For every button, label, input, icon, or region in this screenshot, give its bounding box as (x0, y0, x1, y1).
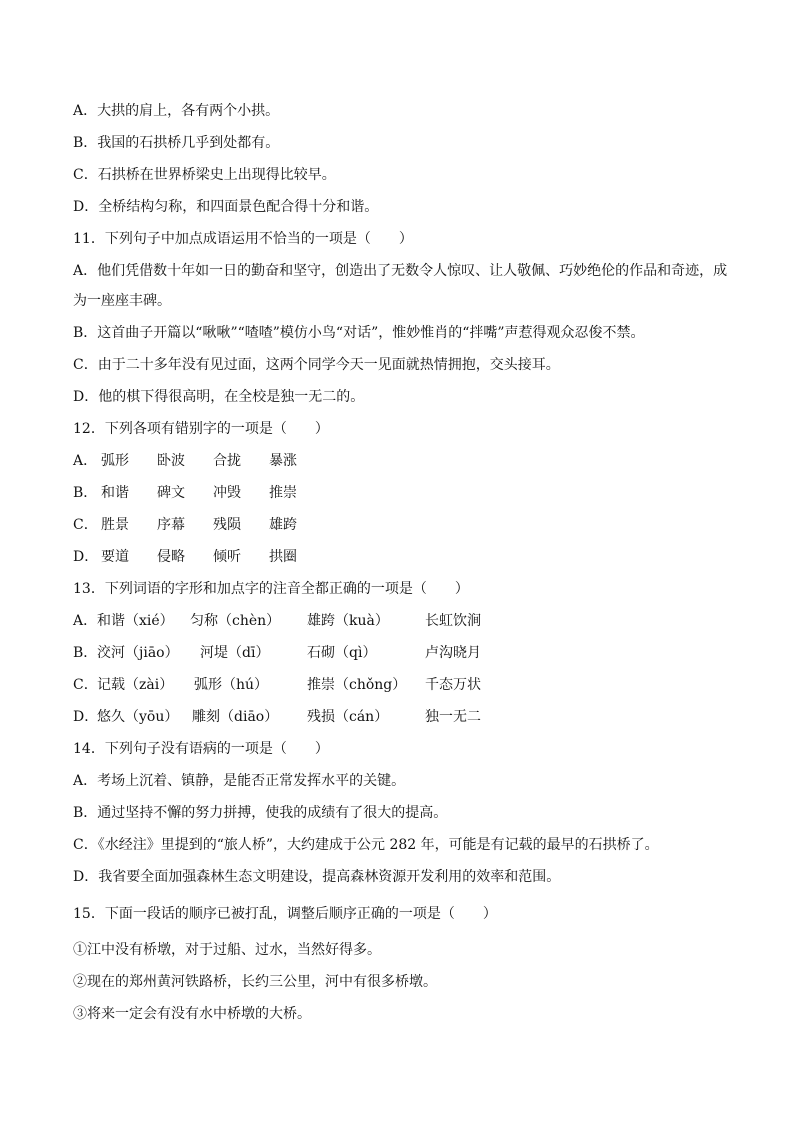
q14-option-a: A．考场上沉着、镇静，是能否正常发挥水平的关键。 (73, 773, 406, 789)
q11-option-b: B．这首曲子开篇以“啾啾”“喳喳”模仿小鸟“对话”，惟妙惟肖的“拌嘴”声惹得观众忍俊不禁。 (73, 325, 645, 341)
q15-item-1: ①江中没有桥墩，对于过船、过水，当然好得多。 (73, 942, 381, 958)
q14-option-b: B．通过坚持不懈的努力拼搏，使我的成绩有了很大的提高。 (73, 805, 448, 821)
q14-option-d: D．我省要全面加强森林生态文明建设，提高森林资源开发利用的效率和范围。 (73, 869, 561, 885)
q11-option-d: D．他的棋下得很高明，在全校是独一无二的。 (73, 389, 365, 405)
q15-stem: 15．下面一段话的顺序已被打乱，调整后顺序正确的一项是（ ） (73, 906, 497, 922)
q14-stem: 14．下列句子没有语病的一项是（ ） (73, 741, 329, 757)
q11-option-a-line1: A．他们凭借数十年如一日的勤奋和坚守，创造出了无数令人惊叹、让人敬佩、巧妙绝伦的作品和奇迹，成 (73, 263, 728, 279)
exam-page: A．大拱的肩上，各有两个小拱。 B．我国的石拱桥几乎到处都有。 C．石拱桥在世界桥梁史上出现得比较早。 D．全桥结构匀称，和四面景色配合得十分和谐。 11．下列句子中加点成语运用不恰当的一项是（ ） A．他们凭借数十年如一日的勤奋和坚守，创造出了无数令人惊叹、让人敬佩、巧妙绝伦的作品和奇迹，成 为一座座丰碑。 B．这首曲子开篇以“啾啾”“喳喳”模仿小鸟“对话”，惟妙惟肖的“拌嘴”声惹得观众忍俊不禁。 C．由于二十多年没有见过面，这两个同学今天一见面就热情拥抱，交头接耳。 D．他的棋下得很高明，在全校是独一无二的。 12．下列各项有错别字的一项是（ ） A． 弧形 卧波 合拢 暴涨 B． 和谐 碑文 冲毁 推崇 C． 胜景 序幕 残陨 雄跨 D． 要道 侵略 倾听 拱圈 13．下列词语的字形和加点字的注音全都正确的一项是（ ） A． 和谐（xié） 匀称（chèn） 雄跨（kuà） 长虹饮涧 B． 洨河（jiāo） 河堤（dī） 石砌（qì） 卢沟晓月 C． 记载（zài） 弧形（hú） 推崇（chǒng） 千态万状 D． 悠久（yōu） 雕刻（diāo） 残损（cán） 独一无二 14．下列句子没有语病的一项是（ ） A．考场上沉着、镇静，是能否正常发挥水平的关键。 B．通过坚持不懈的努力拼搏，使我的成绩有了很大的提高。 C．《水经注》里提到的“旅人桥”，大约建成于公元 282 年，可能是有记载的最早的石拱桥了。 D．我省要全面加强森林生态文明建设，提高森林资源开发利用的效率和范围。 15．下面一段话的顺序已被打乱，调整后顺序正确的一项是（ ） ①江中没有桥墩，对于过船、过水，当然好得多。 ②现在的郑州黄河铁路桥，长约三公里，河中有很多桥墩。 ③将来一定会有没有水中桥墩的大桥。 (0, 0, 794, 1123)
q14-option-c: C．《水经注》里提到的“旅人桥”，大约建成于公元 282 年，可能是有记载的最早的石拱桥了。 (73, 837, 659, 853)
q10-option-d: D．全桥结构匀称，和四面景色配合得十分和谐。 (73, 199, 379, 215)
q11-stem: 11．下列句子中加点成语运用不恰当的一项是（ ） (73, 231, 413, 247)
q11-option-c: C．由于二十多年没有见过面，这两个同学今天一见面就热情拥抱，交头接耳。 (73, 357, 560, 373)
q15-item-2: ②现在的郑州黄河铁路桥，长约三公里，河中有很多桥墩。 (73, 974, 437, 990)
q15-item-3: ③将来一定会有没有水中桥墩的大桥。 (73, 1006, 311, 1022)
q10-option-c: C．石拱桥在世界桥梁史上出现得比较早。 (73, 167, 336, 183)
q11-option-a-line2: 为一座座丰碑。 (73, 293, 171, 309)
q10-option-b: B．我国的石拱桥几乎到处都有。 (73, 135, 280, 151)
q10-option-a: A．大拱的肩上，各有两个小拱。 (73, 103, 280, 119)
q13-stem: 13．下列词语的字形和加点字的注音全都正确的一项是（ ） (73, 581, 469, 597)
q12-stem: 12．下列各项有错别字的一项是（ ） (73, 421, 329, 437)
